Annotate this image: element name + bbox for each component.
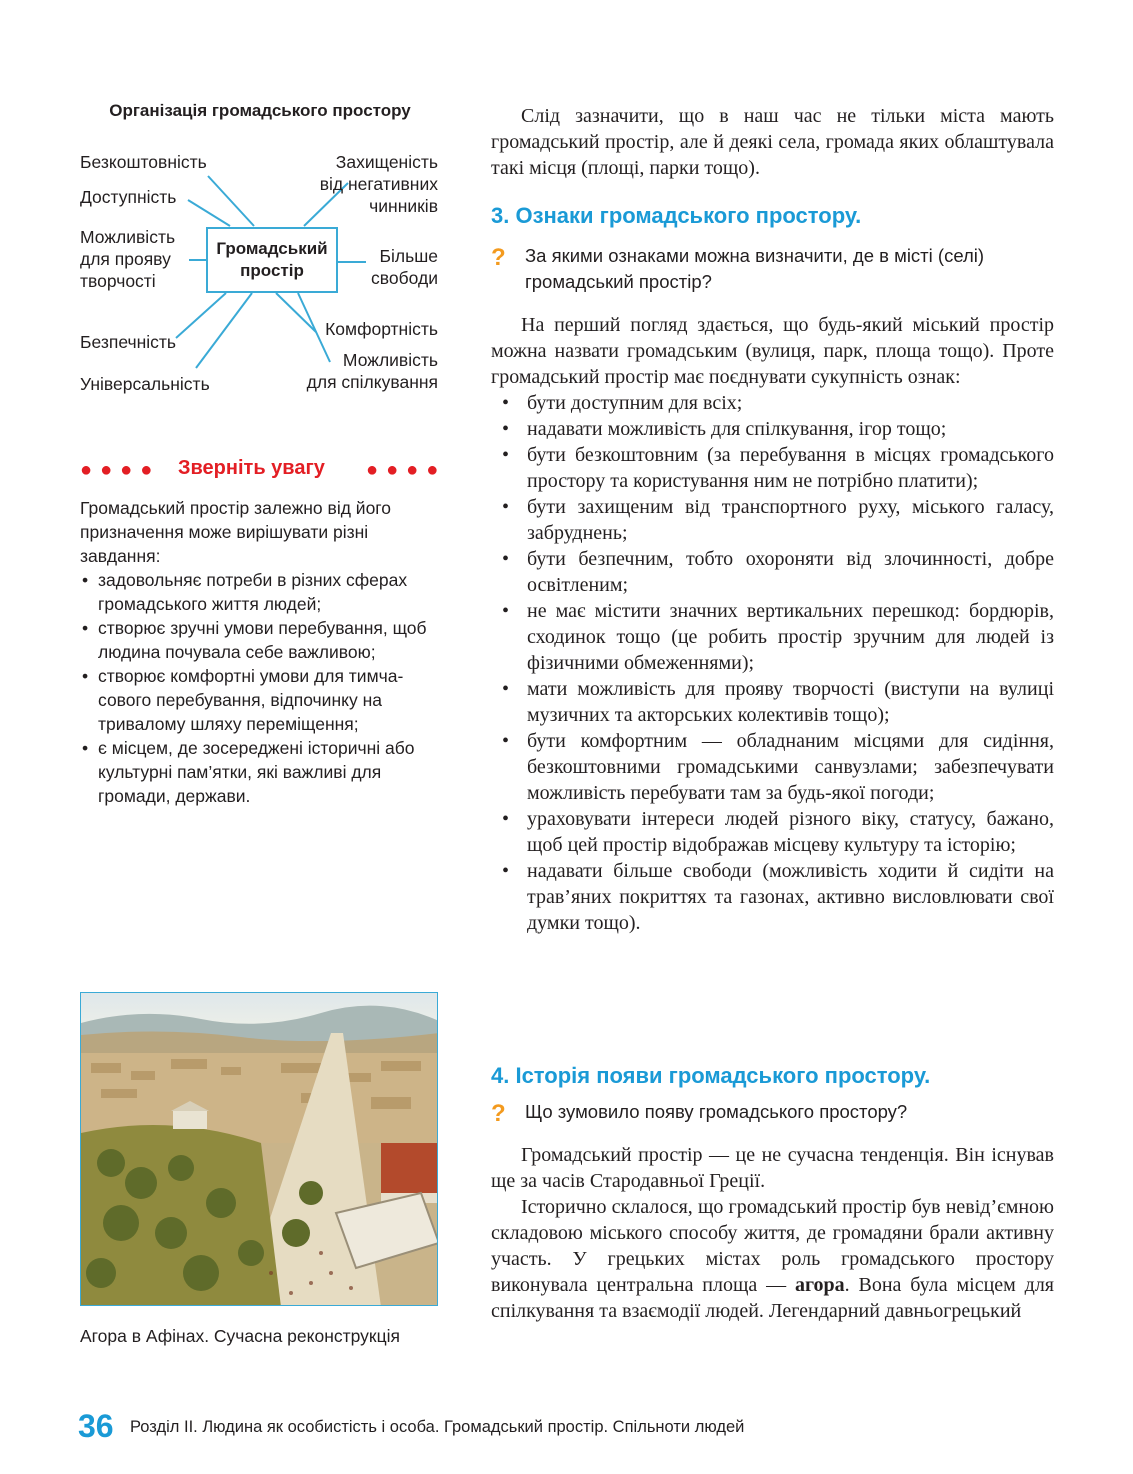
section4-paragraph2-part1: Історично склалося, що громадський простір був невід’ємною складовою міського способу життя, де громадяни брали активну участь. У грецьких містах роль громадського простору виконувала центральна площа — — [491, 1196, 1054, 1296]
section3-item: • не має містити значних вертикальних перешкод: бордюрів, сходинок тощо (це робить простір зручним для людей із фізичними обмеженнями); — [491, 598, 1054, 676]
label-freedom-line2: свободи — [371, 268, 438, 288]
label-protected-line2: від негативних — [319, 174, 438, 194]
intro-paragraph-text: Слід зазначити, що в наш час не тільки міста мають громадський простір, але й деякі села, громада яких облаштувала такі місця (площі, парки тощо). — [491, 105, 1054, 179]
line-comfort — [276, 293, 316, 332]
section3-list — [491, 390, 1054, 936]
image-caption: Агора в Афінах. Сучасна реконструкція — [80, 1326, 400, 1346]
diagram-center-box — [206, 227, 338, 293]
label-creativity-line1: Можливість — [80, 227, 176, 247]
question-mark-icon: ? — [491, 1100, 506, 1127]
section3-paragraph: На перший погляд здається, що будь-який міський простір можна назвати громадським (вулиця, парк, площа тощо). Проте громадський простір має поєднувати сукупність ознак: — [491, 314, 1054, 388]
label-communication-line1: Можливість — [342, 350, 438, 370]
section4-body — [491, 1142, 1054, 1324]
label-creativity — [80, 226, 175, 292]
label-creativity-line3: творчості — [80, 271, 156, 291]
section3-item: • надавати більше свободи (можливість ходити й сидіти на трав’яних покриттях та газонах, активно висловлювати свої думки тощо). — [491, 858, 1054, 936]
label-protected-line1: Захищеність — [335, 152, 438, 172]
section4-question — [491, 1099, 1054, 1125]
label-communication-line2: для спілкування — [306, 372, 438, 392]
line-free — [208, 176, 254, 226]
section4-question-text: Що зумовило появу громадського простору? — [525, 1101, 908, 1122]
attention-intro: Громадський простір залежно від його призначення може вирішувати різні завдання: — [80, 498, 392, 566]
attention-header — [80, 457, 447, 483]
attention-body — [80, 496, 442, 808]
diagram-title: Організація громадського простору — [109, 101, 411, 120]
section3-item: • бути доступним для всіх; — [491, 390, 1054, 416]
section3-item: • мати можливість для прояву творчості (виступи на вулиці музичних та акторських колективів тощо); — [491, 676, 1054, 728]
center-line2: простір — [240, 261, 304, 280]
line-universal — [196, 293, 252, 368]
section4-paragraph2-part2: . Вона була місцем для спілкування та взаємодії людей. Легендарний давньогрецький — [491, 1274, 1055, 1322]
attention-item: • створює зручні умови перебування, щоб людина почувала себе важливою; — [80, 616, 442, 664]
label-freedom — [371, 245, 438, 289]
label-freedom-line1: Більше — [379, 246, 438, 266]
page-number: 36 — [78, 1408, 114, 1444]
attention-item: • створює комфортні умови для тимчасового перебування, відпочинку на тривалому шляху переміщення; — [80, 664, 442, 736]
section3-item: • ураховувати інтереси людей різного віку, статусу, бажано, щоб цей простір відображав місцеву культуру та історію; — [491, 806, 1054, 858]
attention-dots-left: ●●●● — [80, 459, 161, 481]
section3-item: • бути безпечним, тобто охороняти від злочинності, добре освітленим; — [491, 546, 1054, 598]
label-communication — [307, 349, 438, 393]
section3-item: • бути захищеним від транспортного руху, міського галасу, забруднень; — [491, 494, 1054, 546]
section3-heading: 3. Ознаки громадського простору. — [491, 203, 862, 228]
section3-question — [491, 243, 1054, 295]
center-line1: Громадський — [216, 239, 328, 258]
footer-running-title: Розділ ІІ. Людина як особистість і особа. Громадський простір. Спільноти людей — [130, 1418, 745, 1436]
label-protected-line3: чинників — [369, 196, 438, 216]
label-protected — [320, 151, 438, 217]
attention-title: Зверніть увагу — [178, 457, 325, 479]
attention-item: • є місцем, де зосереджені історичні або культурні пам’ятки, які важливі для громади, держави. — [80, 736, 442, 808]
attention-item: • задовольняє потреби в різних сферах громадського життя людей; — [80, 568, 442, 616]
agora-term: агора — [794, 1274, 845, 1296]
section4-heading: 4. Історія появи громадського простору. — [491, 1063, 931, 1088]
label-free: Безкоштовність — [80, 152, 207, 172]
label-safety: Безпечність — [80, 332, 177, 352]
line-safety — [176, 293, 226, 338]
label-accessible: Доступність — [80, 187, 177, 207]
attention-dots-right: ●●●● — [366, 459, 447, 481]
intro-paragraph — [491, 103, 1054, 181]
section4-paragraph2 — [491, 1194, 1054, 1324]
label-creativity-line2: для прояву — [80, 249, 171, 269]
section4-paragraph1: Громадський простір — це не сучасна тенденція. Він існував ще за часів Стародавньої Греції. — [491, 1144, 1054, 1192]
attention-list — [80, 568, 442, 808]
section3-question-text: За якими ознаками можна визначити, де в місті (селі) громадський простір? — [525, 245, 985, 292]
line-accessible — [188, 200, 230, 226]
label-comfort: Комфортність — [325, 319, 438, 339]
section3-body — [491, 312, 1054, 936]
section3-item: • бути комфортним — обладнаним місцями для сидіння, безкоштовними громадськими санвузлами; забезпечувати можливість перебувати там за будь-якої погоди; — [491, 728, 1054, 806]
section3-item: • надавати можливість для спілкування, ігор тощо; — [491, 416, 1054, 442]
section3-item: • бути безкоштовним (за перебування в місцях громадського простору та користування ним не потрібно платити); — [491, 442, 1054, 494]
question-mark-icon: ? — [491, 244, 506, 271]
agora-illustration — [80, 992, 438, 1306]
label-universal: Універсальність — [80, 374, 210, 394]
